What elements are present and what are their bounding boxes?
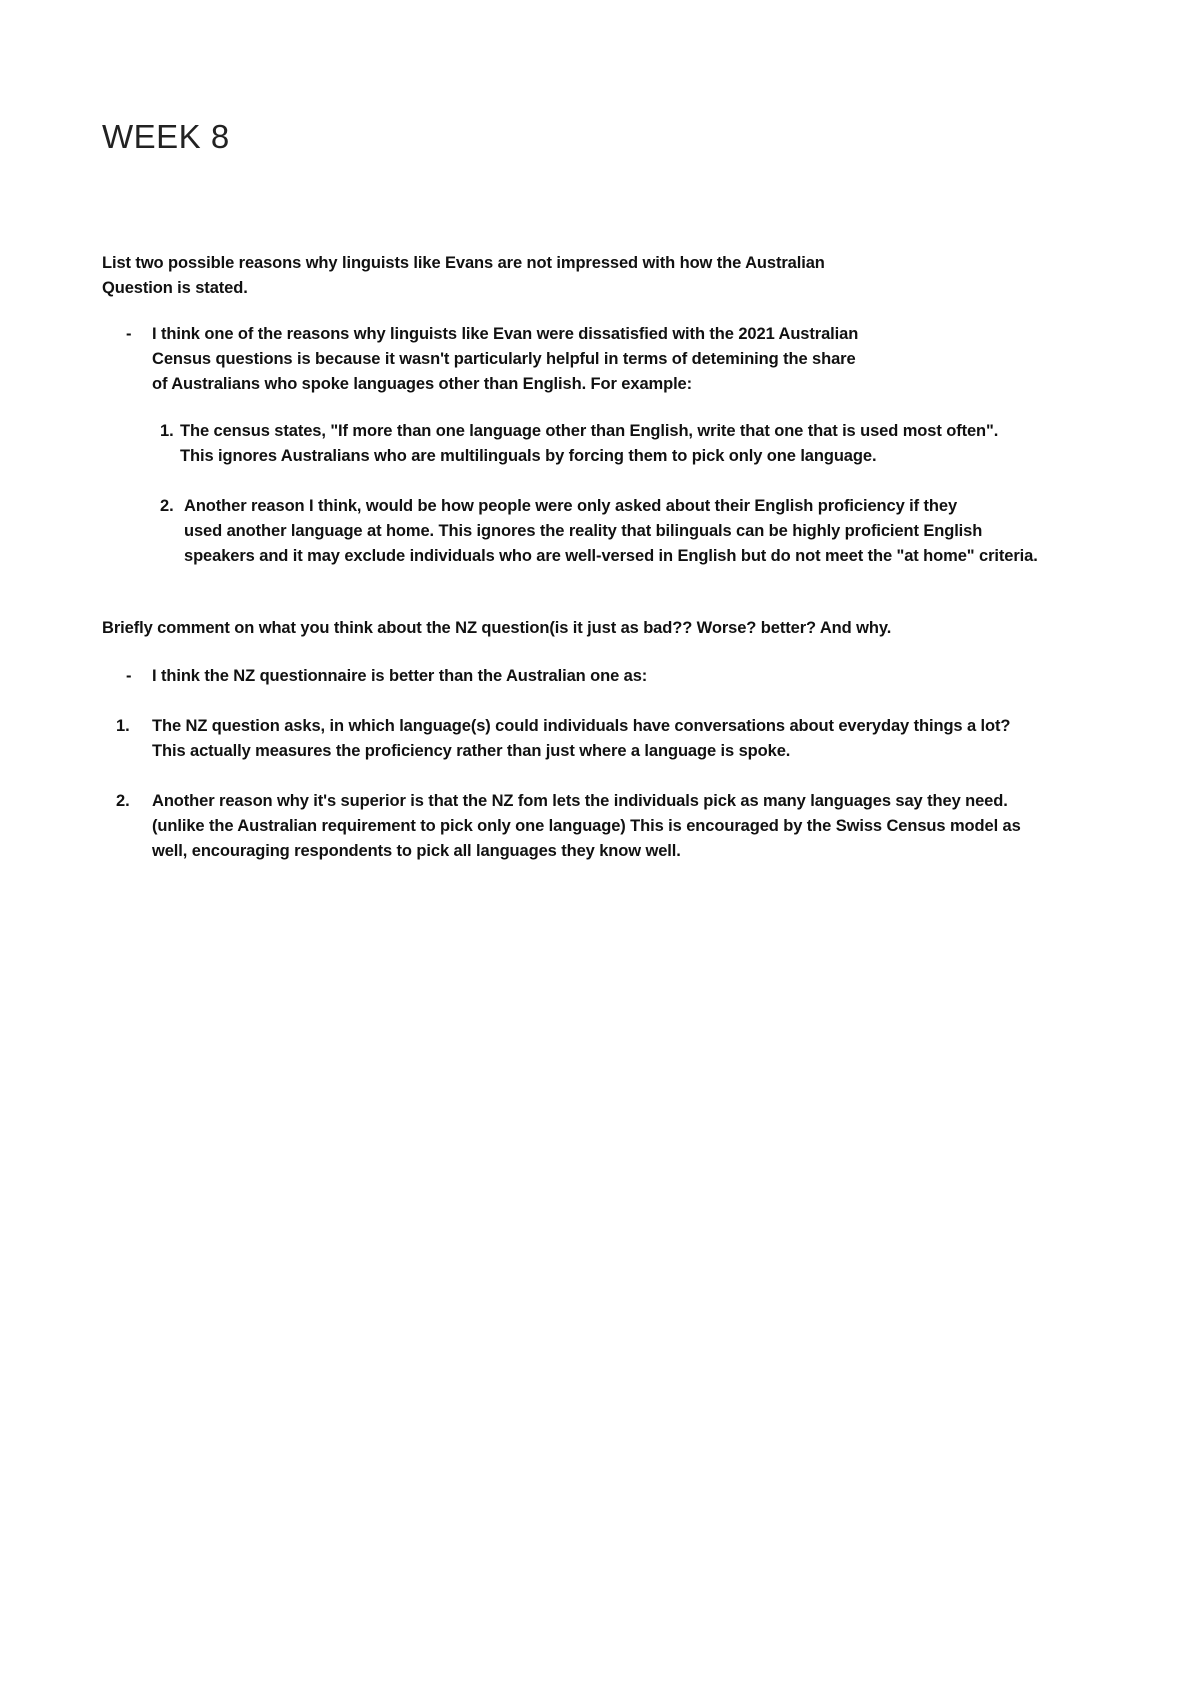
point-line: The NZ question asks, in which language(s) could individuals have conversations about everyday things a lot?	[152, 717, 1011, 735]
dash-bullet: -	[126, 325, 132, 343]
page-title: WEEK 8	[102, 118, 230, 155]
point-line: (unlike the Australian requirement to pick only one language) This is encouraged by the Swiss Census model as	[152, 817, 1021, 835]
question-1-line: List two possible reasons why linguists like Evans are not impressed with how the Australian	[102, 254, 825, 272]
answer-line: Census questions is because it wasn't particularly helpful in terms of detemining the share	[152, 350, 856, 368]
point-line: The census states, "If more than one language other than English, write that one that is used most often".	[180, 422, 999, 440]
point-line: This ignores Australians who are multilinguals by forcing them to pick only one language.	[180, 447, 877, 465]
question-1-line: Question is stated.	[102, 279, 248, 297]
list-number: 2.	[160, 497, 174, 515]
answer-text	[152, 322, 858, 397]
list-number: 1.	[160, 422, 174, 440]
question-1	[102, 251, 825, 301]
point-line: used another language at home. This ignores the reality that bilinguals can be highly proficient English	[184, 522, 983, 540]
list-number: 1.	[116, 717, 130, 735]
answer-line: I think the NZ questionnaire is better than the Australian one as:	[152, 667, 648, 685]
point-text	[152, 714, 1010, 764]
point-line: Another reason why it's superior is that the NZ fom lets the individuals pick as many languages say they need.	[152, 792, 1008, 810]
answer-text	[152, 664, 647, 689]
point-line: well, encouraging respondents to pick all languages they know well.	[152, 842, 681, 860]
point-text	[184, 494, 1038, 569]
answer-line: of Australians who spoke languages other than English. For example:	[152, 375, 693, 393]
point-line: This actually measures the proficiency rather than just where a language is spoke.	[152, 742, 791, 760]
dash-bullet: -	[126, 667, 132, 685]
question-2	[102, 616, 891, 641]
question-2-line: Briefly comment on what you think about the NZ question(is it just as bad?? Worse? better? And why.	[102, 619, 892, 637]
answer-line: I think one of the reasons why linguists like Evan were dissatisfied with the 2021 Australian	[152, 325, 859, 343]
point-line: Another reason I think, would be how people were only asked about their English proficiency if they	[184, 497, 958, 515]
point-text	[180, 419, 998, 469]
list-number: 2.	[116, 792, 130, 810]
point-line: speakers and it may exclude individuals who are well-versed in English but do not meet the "at home" criteria.	[184, 547, 1038, 565]
point-text	[152, 789, 1021, 864]
